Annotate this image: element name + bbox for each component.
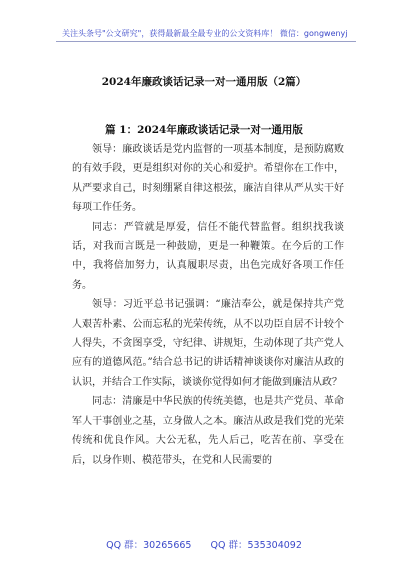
- footer: [0, 537, 408, 551]
- document-title: 2024年廉政谈话记录一对一通用版（2篇）: [101, 76, 307, 88]
- section-heading: 篇 1：2024年廉政谈话记录一对一通用版: [105, 124, 303, 136]
- paragraph: 同志：清廉是中华民族的传统美德，也是共产党员、革命军人干事创业之基，立身做人之本。廉洁从政是我们党的光荣传统和优良作风。大公无私，先人后己，吃苦在前、享受在后，以身作则、模范带头，在党和人民需要的: [72, 396, 344, 466]
- paragraph: 领导：廉政谈话是党内监督的一项基本制度，是预防腐败的有效手段，更是组织对你的关心和爱护。希望你在工作中，从严要求自己，时刻绷紧自律这根弦，廉洁自律从严从实干好每项工作任务。: [72, 144, 344, 214]
- paragraph: 领导：习近平总书记强调：“廉洁奉公，就是保持共产党人艰苦朴素、公而忘私的光荣传统，从不以功臣自居不计较个人得失，不贪图享受，守纪律、讲规矩，生动体现了共产党人应有的道德风范。”结合总书记的讲话精神谈谈你对廉洁从政的认识，并结合工作实际，谈谈你觉得如何才能做到廉洁从政？: [72, 299, 344, 388]
- document-body: [72, 140, 344, 470]
- footer-qq-group-1: QQ 群：30265665: [106, 540, 192, 551]
- paragraph: 同志：严管就是厚爱，信任不能代替监督。组织找我谈话，对我而言既是一种鼓励，更是一种鞭策。在今后的工作中，我将倍加努力，认真履职尽责，出色完成好各项工作任务。: [72, 221, 344, 291]
- header-banner: 关注头条号"公文研究"，获得最新最全最专业的公文资料库！ 微信：gongwenyj: [62, 29, 348, 38]
- header-divider: [56, 41, 356, 42]
- footer-qq-group-2: QQ 群：535304092: [210, 540, 302, 551]
